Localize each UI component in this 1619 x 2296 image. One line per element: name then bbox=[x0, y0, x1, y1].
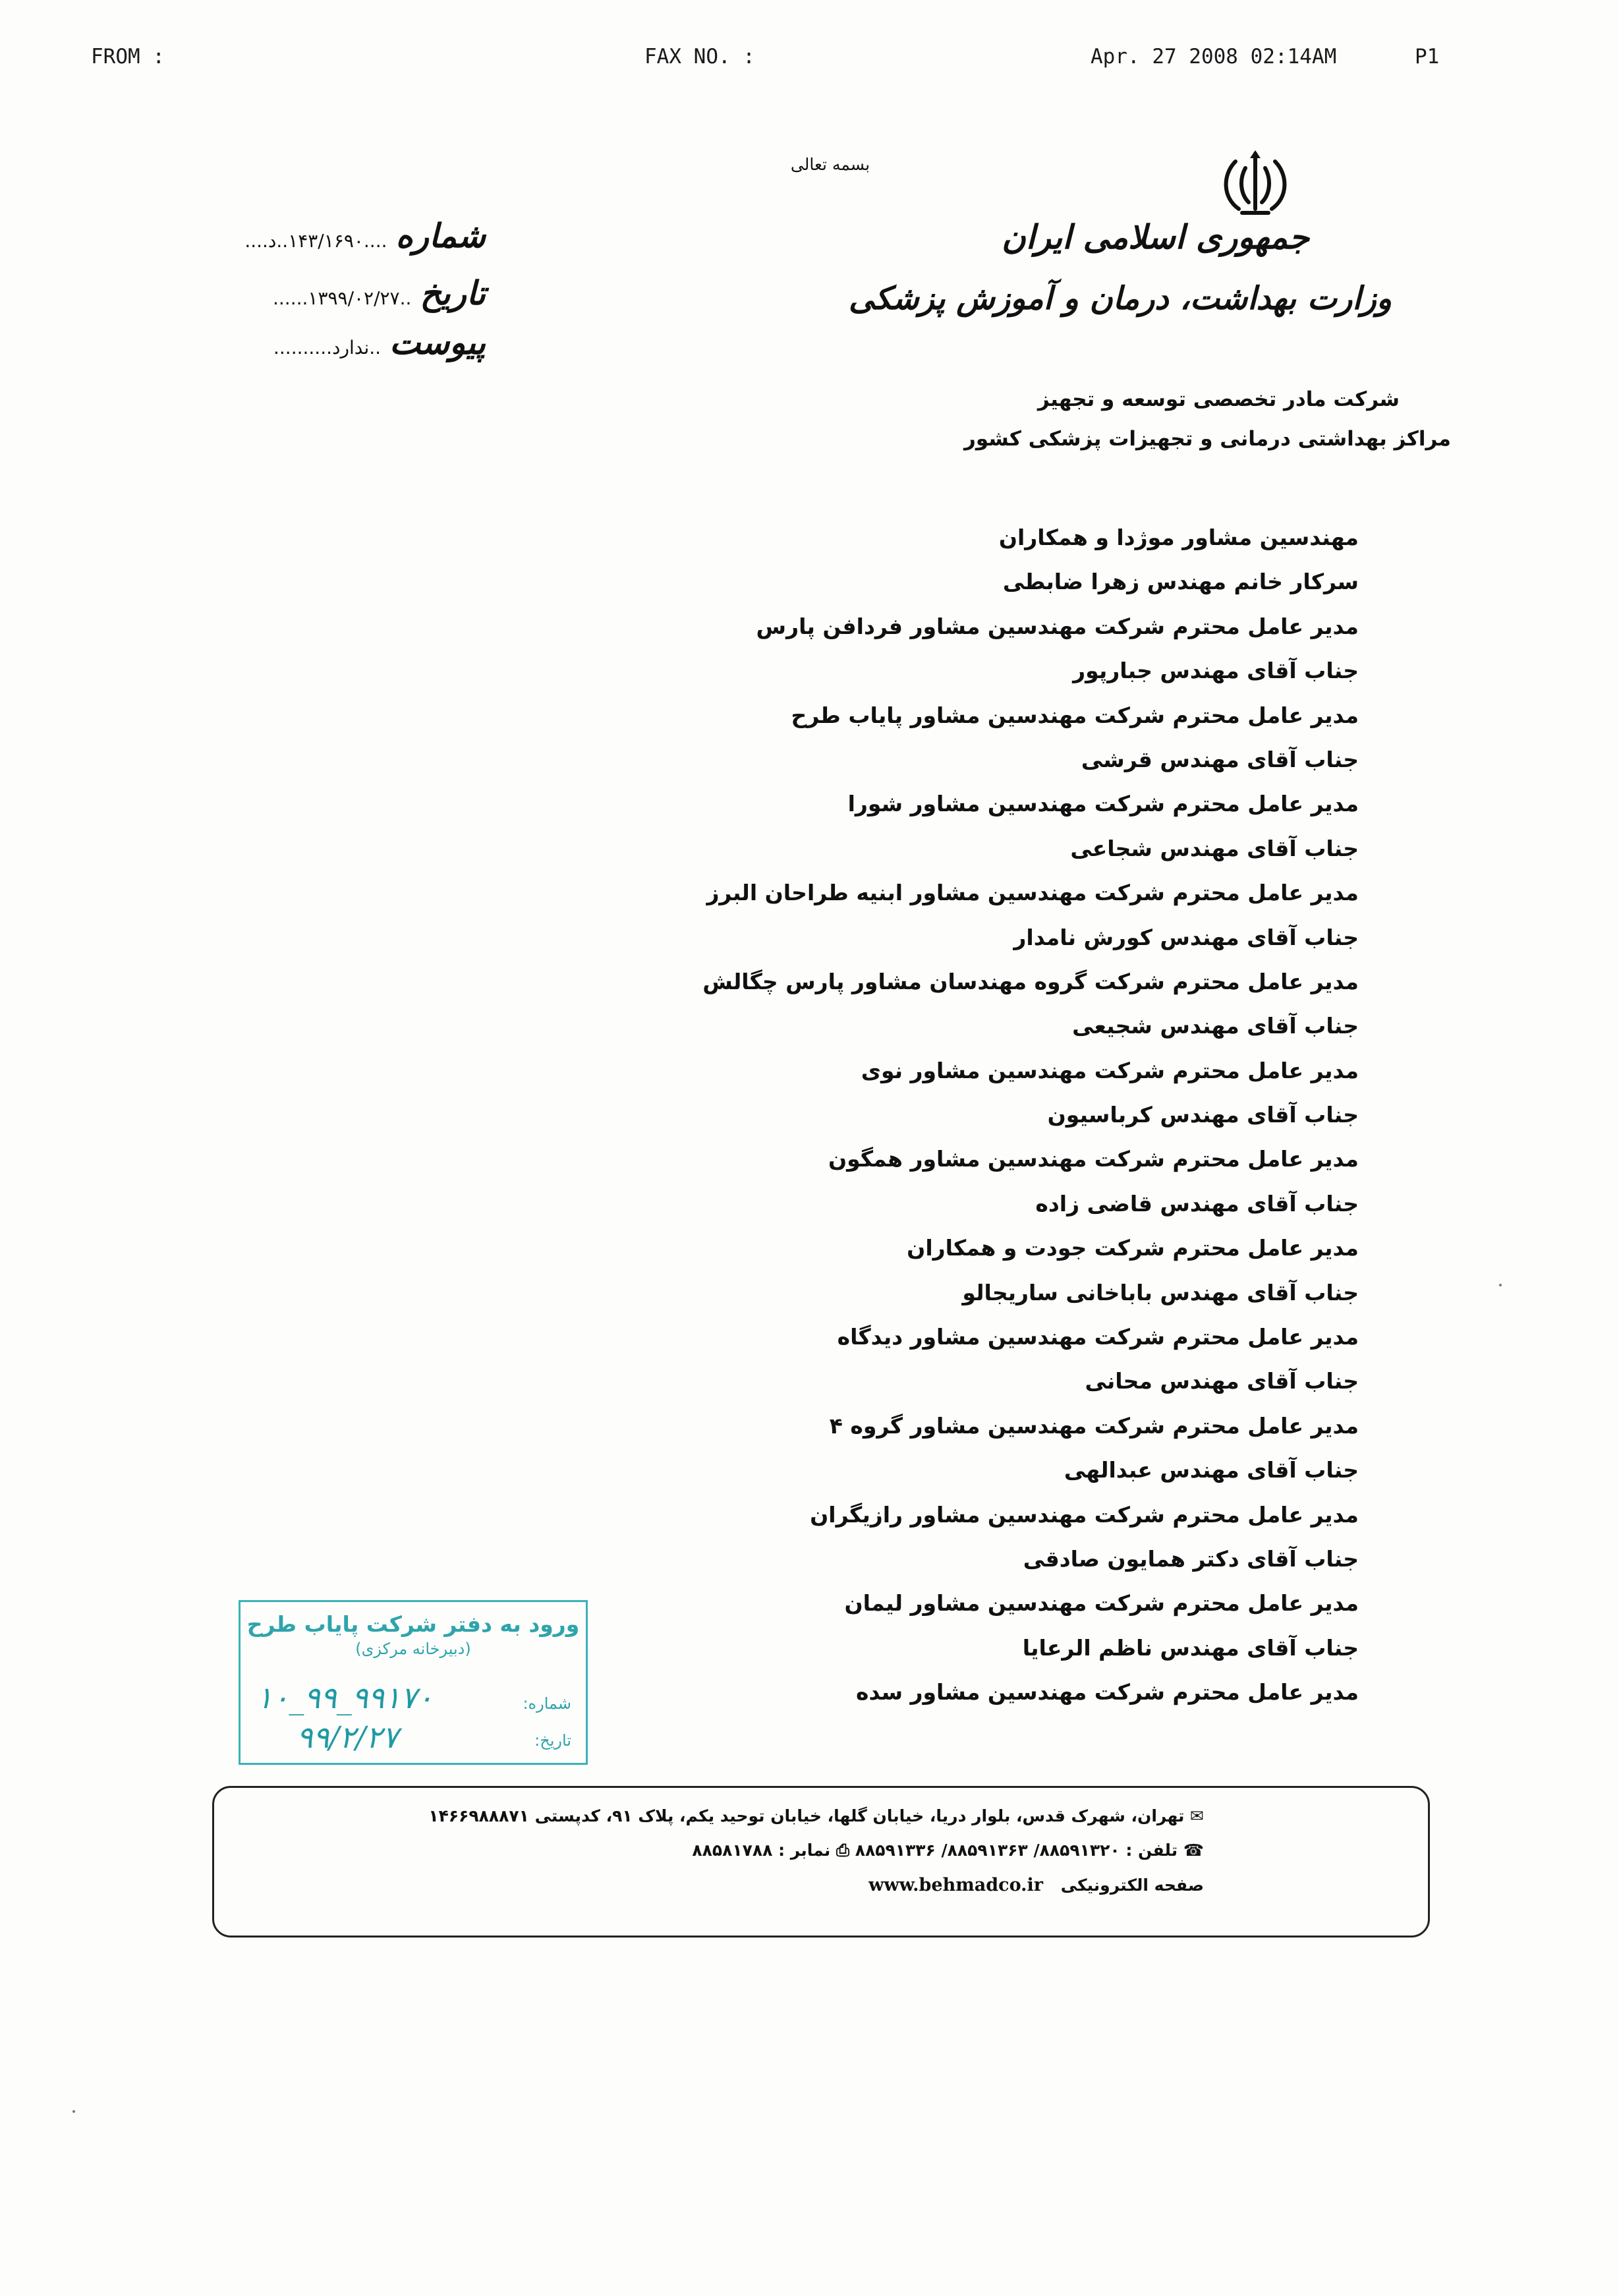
ministry-calligraphy: وزارت بهداشت، درمان و آموزش پزشکی bbox=[849, 280, 1392, 317]
reference-date-value: ..۱۳۹۹/۰۲/۲۷...... bbox=[273, 287, 412, 309]
recipient-line: مدیر عامل محترم شرکت مهندسین مشاور نوی bbox=[861, 1057, 1359, 1083]
recipient-line: مدیر عامل محترم شرکت مهندسین مشاور فردافن پارس bbox=[756, 613, 1359, 639]
reference-date-row bbox=[273, 273, 486, 312]
stamp-date-label: تاریخ: bbox=[534, 1731, 571, 1750]
recipient-line: جناب آقای مهندس قاضی زاده bbox=[1035, 1190, 1359, 1217]
footer-address-row bbox=[428, 1806, 1204, 1825]
recipient-line: مدیر عامل محترم شرکت مهندسین مشاور سده bbox=[856, 1679, 1359, 1706]
recipient-line: مدیر عامل محترم شرکت گروه مهندسان مشاور پارس چگالش bbox=[702, 968, 1359, 994]
reference-number-row bbox=[244, 216, 486, 255]
iran-emblem-icon bbox=[1216, 148, 1295, 221]
company-name-line2: مراکز بهداشتی درمانی و تجهیزات پزشکی کشور bbox=[964, 427, 1451, 451]
recipient-line: جناب آقای مهندس باباخانی ساریجالو bbox=[962, 1279, 1359, 1306]
recipient-line: جناب آقای مهندس محانی bbox=[1085, 1368, 1359, 1394]
recipient-line: جناب آقای مهندس عبدالهی bbox=[1064, 1457, 1359, 1483]
fax-page-number: P1 bbox=[1415, 45, 1440, 69]
recipient-line: جناب آقای مهندس شجاعی bbox=[1070, 835, 1359, 861]
scan-speck bbox=[72, 2110, 75, 2113]
recipient-line: جناب آقای مهندس ناظم الرعایا bbox=[1022, 1634, 1359, 1661]
recipient-line: مدیر عامل محترم شرکت مهندسین مشاور شورا bbox=[847, 791, 1359, 817]
reference-number-value: ....۱۴۳/۱۶۹۰..د.... bbox=[244, 230, 387, 252]
recipient-line: جناب آقای مهندس کرباسیون bbox=[1047, 1102, 1359, 1128]
reference-attachment-value: ..ندارد.......... bbox=[273, 337, 382, 359]
recipient-line: جناب آقای مهندس قرشی bbox=[1081, 746, 1359, 772]
recipient-line: مدیر عامل محترم شرکت مهندسین مشاور همگون bbox=[828, 1146, 1359, 1172]
stamp-number-label: شماره: bbox=[523, 1694, 571, 1713]
fax-machine-icon: ⎙ bbox=[830, 1841, 850, 1860]
republic-calligraphy: جمهوری اسلامی ایران bbox=[1002, 217, 1309, 256]
mail-icon: ✉ bbox=[1184, 1806, 1204, 1825]
scan-speck bbox=[1499, 1284, 1502, 1286]
recipient-line: جناب آقای مهندس کورش نامدار bbox=[1013, 924, 1359, 950]
recipient-line: مدیر عامل محترم شرکت مهندسین مشاور گروه ۴ bbox=[829, 1412, 1359, 1439]
recipient-line: جناب آقای مهندس شجیعی bbox=[1072, 1013, 1359, 1039]
fax-datetime: Apr. 27 2008 02:14AM bbox=[1091, 45, 1337, 69]
footer-fax: نمابر : ۸۸۵۸۱۷۸۸ bbox=[692, 1841, 831, 1860]
stamp-number-value: ۱۰_۹۹_۹۹۱۷۰ bbox=[256, 1680, 434, 1715]
footer-web-row bbox=[868, 1875, 1204, 1895]
footer-phone: تلفن : ۸۸۵۹۱۳۲۰/ ۸۸۵۹۱۳۶۳/ ۸۸۵۹۱۳۳۶ bbox=[855, 1841, 1178, 1860]
stamp-subtitle: (دبیرخانه مرکزی) bbox=[355, 1640, 471, 1658]
recipient-line: مدیر عامل محترم شرکت مهندسین مشاور رازیگران bbox=[810, 1501, 1359, 1528]
footer-contact-box bbox=[212, 1786, 1430, 1937]
recipient-line: مدیر عامل محترم شرکت مهندسین مشاور ابنیه طراحان البرز bbox=[706, 880, 1359, 906]
footer-web-label: صفحه الکترونیکی bbox=[1060, 1876, 1204, 1895]
company-name-line1: شرکت مادر تخصصی توسعه و تجهیز bbox=[1037, 387, 1400, 411]
reference-attachment-row bbox=[273, 323, 486, 362]
reference-attachment-label: پیوست bbox=[389, 323, 486, 362]
fax-from-label: FROM : bbox=[91, 45, 165, 69]
reference-date-label: تاریخ bbox=[420, 273, 486, 312]
phone-icon: ☎ bbox=[1178, 1841, 1204, 1860]
footer-website-link[interactable]: www.behmadco.ir bbox=[868, 1875, 1044, 1895]
recipient-list bbox=[239, 515, 1359, 1715]
footer-phone-row bbox=[692, 1841, 1204, 1860]
recipient-line: مدیر عامل محترم شرکت جودت و همکاران bbox=[907, 1235, 1359, 1261]
stamp-title: ورود به دفتر شرکت پایاب طرح bbox=[246, 1611, 580, 1637]
recipient-line: مدیر عامل محترم شرکت مهندسین مشاور دیدگاه bbox=[837, 1324, 1359, 1350]
fax-number-label: FAX NO. : bbox=[644, 45, 755, 69]
bismillah-heading: بسمه تعالی bbox=[790, 155, 870, 174]
reference-number-label: شماره bbox=[395, 216, 486, 255]
recipient-line: مدیر عامل محترم شرکت مهندسین مشاور پایاب طرح bbox=[791, 702, 1359, 728]
recipient-line: جناب آقای مهندس جبارپور bbox=[1073, 658, 1359, 684]
stamp-date-value: ۹۹/۲/۲۷ bbox=[297, 1719, 399, 1755]
recipient-line: جناب آقای دکتر همایون صادقی bbox=[1023, 1545, 1359, 1572]
incoming-stamp bbox=[239, 1600, 588, 1765]
footer-address: تهران، شهرک قدس، بلوار دریا، خیابان گلها، خیابان توحید یکم، پلاک ۹۱، کدپستی ۱۴۶۶۹۸۸۸۷۱ bbox=[428, 1806, 1185, 1825]
recipient-line: سرکار خانم مهندس زهرا ضابطی bbox=[1002, 569, 1359, 595]
recipient-line: مهندسین مشاور موژدا و همکاران bbox=[998, 525, 1359, 550]
recipient-line: مدیر عامل محترم شرکت مهندسین مشاور لیمان bbox=[844, 1590, 1359, 1617]
